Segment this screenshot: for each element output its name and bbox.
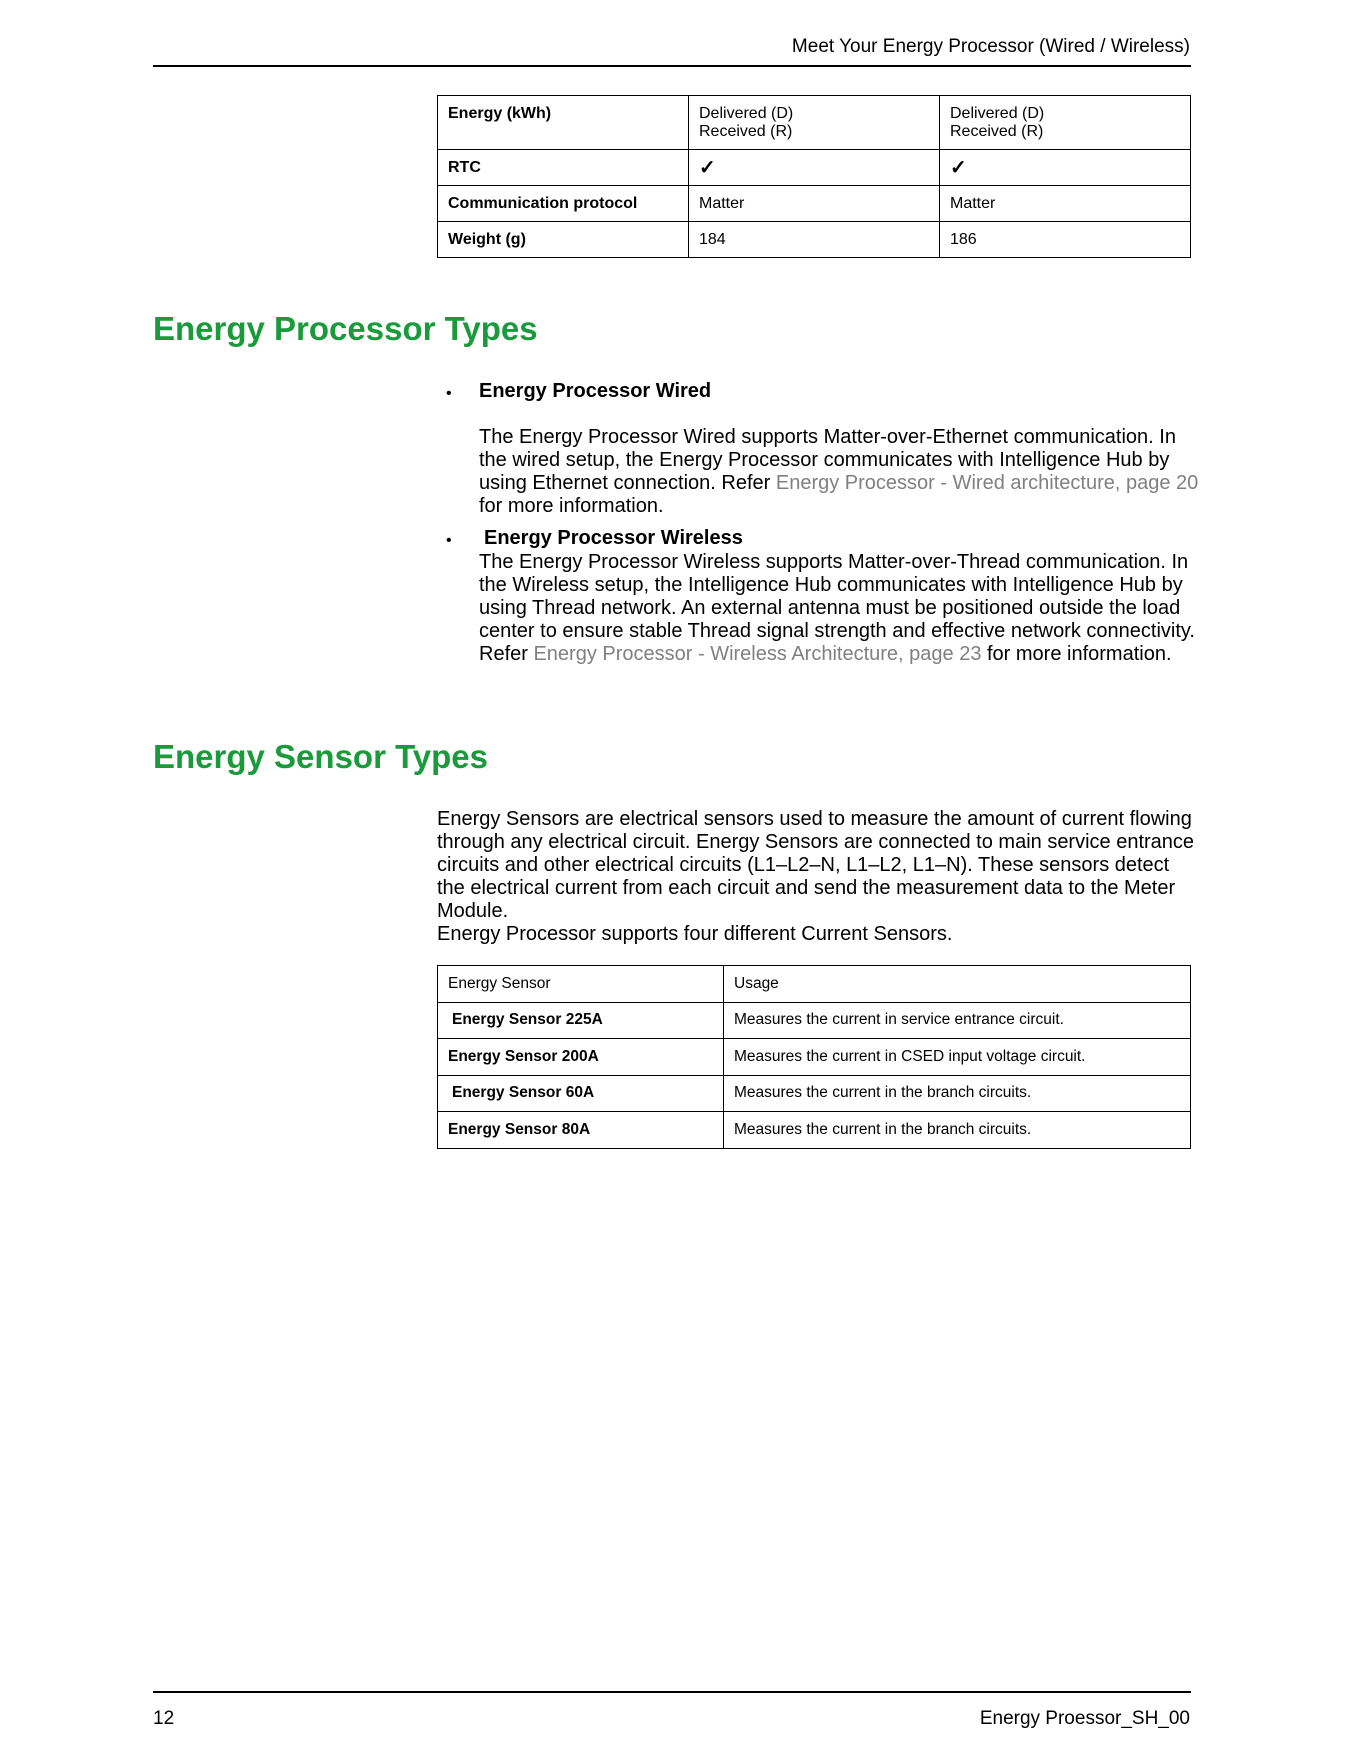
paragraph-wired — [479, 426, 1199, 518]
sensor-name-cell: Energy Sensor 60A — [438, 1075, 724, 1112]
table-row — [438, 186, 1191, 222]
table-row — [438, 96, 1191, 150]
spec-table — [437, 95, 1191, 258]
paragraph-text: The Energy Processor Wired supports Matter-over-Ethernet communication. In the wired setup, the Energy Processor communicates with Intelligence Hub by using Ethernet connection. Refer — [479, 426, 1176, 494]
paragraph-text: Energy Sensors are electrical sensors used to measure the amount of current flowing through any electrical circuit. Energy Sensors are connected to main service entrance circuits and other electrical circuits (L1–L2–N, L1–L2, L1–N). These sensors detect the electrical current from each circuit and send the measurement data to the Meter Module. — [437, 808, 1195, 922]
paragraph-wireless — [479, 551, 1199, 666]
sensor-usage-cell: Measures the current in the branch circuits. — [724, 1075, 1191, 1112]
footer-rule — [153, 1691, 1191, 1693]
section-heading-sensor-types: Energy Sensor Types — [153, 738, 489, 775]
check-icon: ✓ — [689, 150, 940, 186]
sensor-name-cell: Energy Sensor 80A — [438, 1112, 724, 1149]
paragraph-text: for more information. — [479, 495, 664, 517]
check-icon: ✓ — [940, 150, 1191, 186]
table-header-cell: Usage — [724, 966, 1191, 1003]
spec-value-line: Delivered (D) — [699, 105, 794, 122]
running-header-title: Meet Your Energy Processor (Wired / Wireless) — [791, 36, 1190, 57]
spec-value-cell: 184 — [689, 222, 940, 258]
table-header-cell: Energy Sensor — [438, 966, 724, 1003]
sensor-usage-cell: Measures the current in service entrance circuit. — [724, 1002, 1191, 1039]
spec-value-cell — [689, 96, 940, 150]
spec-value-cell: Matter — [689, 186, 940, 222]
spec-value-line: Delivered (D) — [950, 105, 1045, 122]
header-rule — [153, 65, 1191, 67]
spec-value-line: Received (R) — [950, 123, 1044, 140]
paragraph-text: for more information. — [981, 643, 1172, 665]
table-row — [438, 222, 1191, 258]
table-row — [438, 1039, 1191, 1076]
table-row — [438, 1002, 1191, 1039]
table-row — [438, 1075, 1191, 1112]
bullet-icon: • — [446, 385, 452, 402]
paragraph-text: Energy Processor supports four different Current Sensors. — [437, 923, 953, 945]
sensor-name-cell: Energy Sensor 200A — [438, 1039, 724, 1076]
sensor-usage-cell: Measures the current in CSED input voltage circuit. — [724, 1039, 1191, 1076]
document-id: Energy Proessor_SH_00 — [979, 1708, 1190, 1729]
sensor-name-cell: Energy Sensor 225A — [438, 1002, 724, 1039]
spec-value-cell — [940, 96, 1191, 150]
spec-label-cell: Communication protocol — [438, 186, 689, 222]
paragraph-sensors — [437, 808, 1197, 946]
table-row — [438, 150, 1191, 186]
sensor-table — [437, 965, 1191, 1149]
page-number: 12 — [153, 1708, 175, 1729]
table-header-row — [438, 966, 1191, 1003]
section-heading-processor-types: Energy Processor Types — [153, 310, 538, 347]
spec-value-cell: Matter — [940, 186, 1191, 222]
spec-label-cell: Energy (kWh) — [438, 96, 689, 150]
item-title-wired: Energy Processor Wired — [479, 380, 712, 402]
cross-reference-link[interactable]: Energy Processor - Wired architecture, page 20 — [775, 472, 1199, 494]
spec-label-cell: RTC — [438, 150, 689, 186]
cross-reference-link[interactable]: Energy Processor - Wireless Architecture, page 23 — [533, 643, 982, 665]
spec-value-cell: 186 — [940, 222, 1191, 258]
item-title-wireless: Energy Processor Wireless — [484, 527, 743, 549]
bullet-icon: • — [446, 532, 452, 549]
table-row — [438, 1112, 1191, 1149]
sensor-usage-cell: Measures the current in the branch circuits. — [724, 1112, 1191, 1149]
paragraph-text: The Energy Processor Wireless supports Matter-over-Thread communication. In the Wireless setup, the Intelligence Hub communicates with Intelligence Hub by using Thread network. An external antenna must be positioned outside the load center to ensure stable Thread signal strength and effective network connectivity. Refer — [479, 551, 1195, 665]
spec-value-line: Received (R) — [699, 123, 793, 140]
spec-label-cell: Weight (g) — [438, 222, 689, 258]
